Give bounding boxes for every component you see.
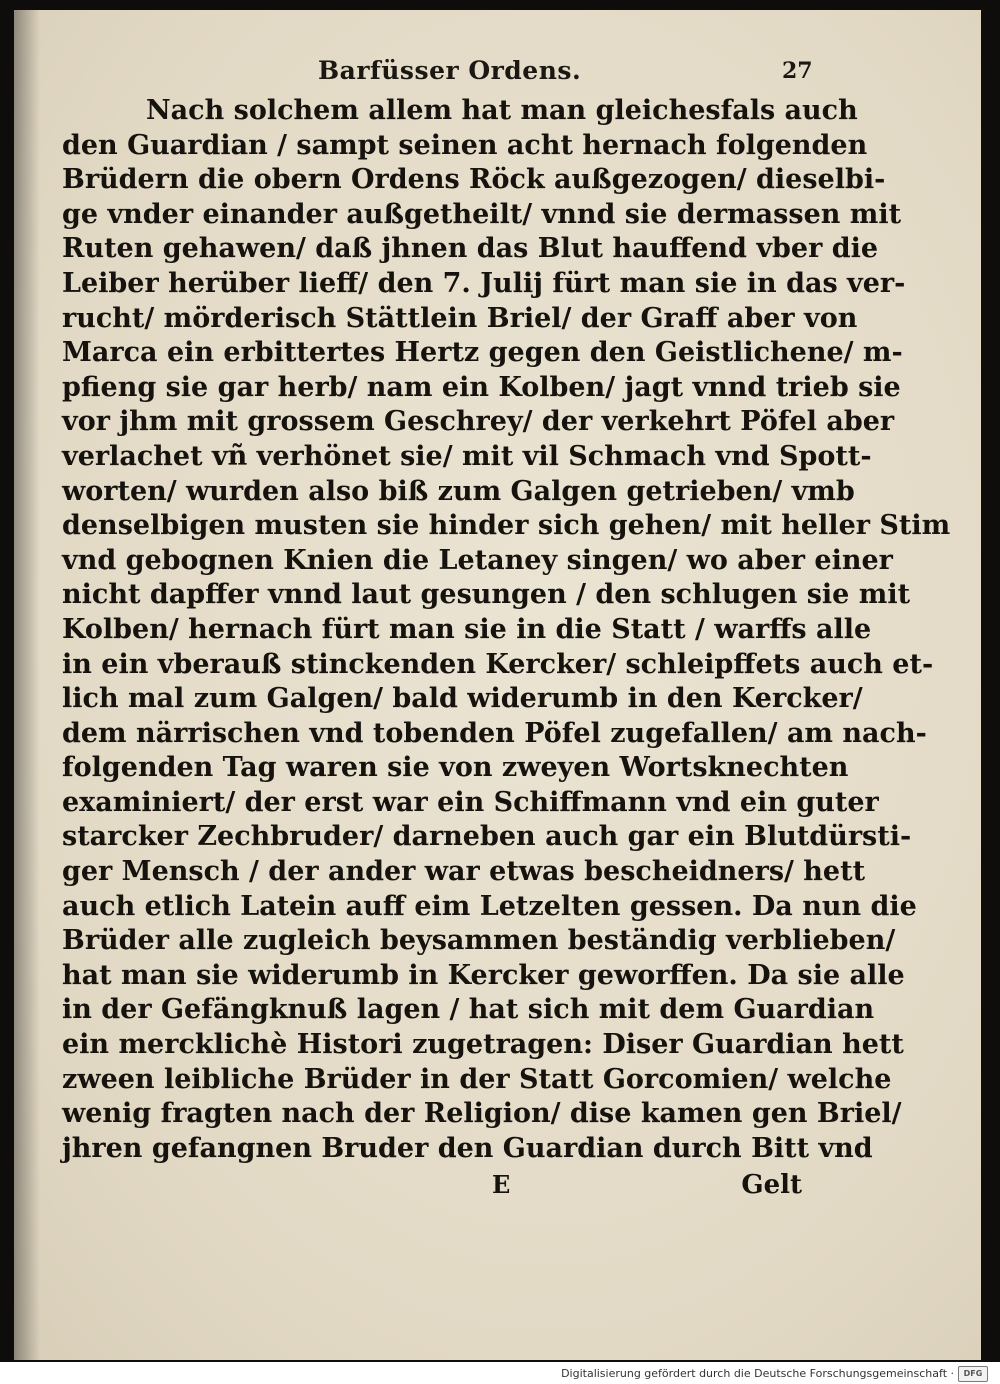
text-line: dem närrischen vnd tobenden Pöfel zugefallen/ am nach- [62,717,927,749]
text-line: verlachet vñ verhönet sie/ mit vil Schmach vnd Spott- [62,440,872,472]
text-line: pfieng sie gar herb/ nam ein Kolben/ jagt vnnd trieb sie [62,371,901,403]
text-line: Kolben/ hernach fürt man sie in die Statt / warffs alle [62,613,872,645]
text-line: jhren gefangnen Bruder den Guardian durch Bitt vnd [62,1132,873,1164]
gutter-shadow [14,10,40,1360]
text-line: wenig fragten nach der Religion/ dise kamen gen Briel/ [62,1098,902,1130]
text-line: Marca ein erbittertes Hertz gegen den Geistlichene/ m- [62,337,903,369]
text-line: zween leibliche Brüder in der Statt Gorcomien/ welche [62,1063,892,1095]
running-head: Barfüsser Ordens. [318,56,582,85]
text-line: den Guardian / sampt seinen acht hernach folgenden [62,129,868,161]
signature-mark: E [492,1170,511,1199]
text-line: in ein vberauß stinckenden Kercker/ schleipffets auch et- [62,648,934,680]
text-line: examiniert/ der erst war ein Schiffmann vnd ein guter [62,786,879,818]
catchword-row [480,1170,802,1204]
text-line: folgenden Tag waren sie von zweyen Wortsknechten [62,752,849,784]
text-line: Brüder alle zugleich beysammen beständig verblieben/ [62,925,896,957]
text-line: Brüdern die obern Ordens Röck außgezogen/ dieselbi- [62,164,886,196]
text-line: Ruten gehawen/ daß jhnen das Blut hauffend vber die [62,233,879,265]
catchword: Gelt [741,1170,802,1200]
text-line: rucht/ mörderisch Stättlein Briel/ der Graff aber von [62,302,858,334]
funding-note: Digitalisierung gefördert durch die Deutsche Forschungsgemeinschaft · [561,1367,954,1380]
text-line: Nach solchem allem hat man gleichesfals auch [146,95,858,126]
text-line: auch etlich Latein auff eim Letzelten gessen. Da nun die [62,890,917,922]
text-line: nicht dapffer vnnd laut gesungen / den schlugen sie mit [62,579,911,611]
text-line: ge vnder einander außgetheilt/ vnnd sie dermassen mit [62,198,902,230]
text-line: vor jhm mit grossem Geschrey/ der verkehrt Pöfel aber [62,406,895,438]
body-text [62,94,951,1166]
text-line: starcker Zechbruder/ darneben auch gar ein Blutdürsti- [62,821,912,853]
text-line: lich mal zum Galgen/ bald widerumb in den Kercker/ [62,683,863,715]
dfg-logo: DFG [958,1366,988,1382]
text-line: worten/ wurden also biß zum Galgen getrieben/ vmb [62,475,855,507]
text-line: hat man sie widerumb in Kercker geworffen. Da sie alle [62,959,905,991]
text-line: denselbigen musten sie hinder sich gehen/ mit heller Stim [62,510,951,542]
text-line: Leiber herüber lieff/ den 7. Julij fürt man sie in das ver- [62,267,906,299]
text-line: vnd gebognen Knien die Letaney singen/ wo aber einer [62,544,893,576]
page-number: 27 [782,58,813,84]
text-line: in der Gefängknuß lagen / hat sich mit dem Guardian [62,994,875,1026]
text-line: ger Mensch / der ander war etwas bescheidners/ hett [62,856,866,888]
text-line: ein mercklichè Histori zugetragen: Diser Guardian hett [62,1029,904,1061]
